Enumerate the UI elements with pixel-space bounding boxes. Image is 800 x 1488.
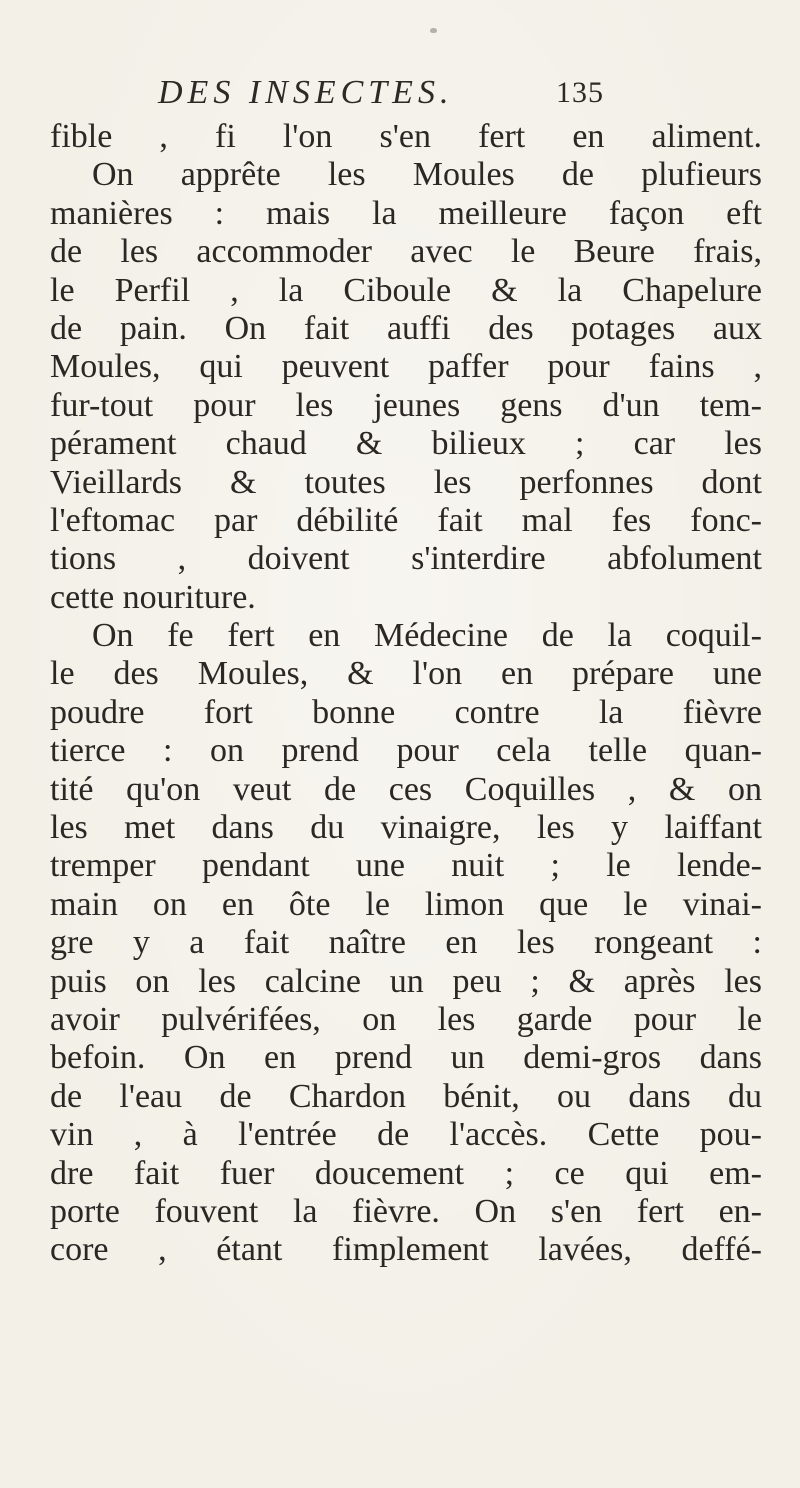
text-line: cette nouriture. — [50, 578, 256, 616]
text-line: vin , à l'entrée de l'accès. Cette pou- — [50, 1116, 762, 1154]
text-line: tions , doivent s'interdire abfolument — [50, 540, 762, 578]
text-line: tremper pendant une nuit ; le lende- — [50, 847, 762, 885]
text-line: fible , fi l'on s'en fert en aliment. — [50, 118, 762, 155]
text-line: de pain. On fait auffi des potages aux — [50, 309, 762, 347]
body-text — [50, 118, 762, 1270]
text-line: les met dans du vinaigre, les y laiffant — [50, 809, 762, 847]
text-line: fur-tout pour les jeunes gens d'un tem- — [50, 386, 762, 424]
text-line: le Perfil , la Ciboule & la Chapelure — [50, 271, 762, 309]
text-line: Moules, qui peuvent paffer pour fains , — [50, 348, 762, 386]
text-line: On apprête les Moules de plufieurs — [92, 156, 762, 194]
text-line: poudre fort bonne contre la fièvre — [50, 693, 762, 731]
text-line: befoin. On en prend un demi-gros dans — [50, 1039, 762, 1077]
text-line: le des Moules, & l'on en prépare une — [50, 655, 762, 693]
page-number: 135 — [556, 76, 604, 109]
text-line: Vieillards & toutes les perfonnes dont — [50, 463, 762, 501]
text-line: core , étant fimplement lavées, deffé- — [50, 1231, 762, 1269]
text-line: dre fait fuer doucement ; ce qui em- — [50, 1154, 762, 1192]
text-line: avoir pulvérifées, on les garde pour le — [50, 1000, 762, 1038]
text-line: manières : mais la meilleure façon eft — [50, 194, 762, 232]
text-line: de les accommoder avec le Beure frais, — [50, 233, 762, 271]
text-line: tité qu'on veut de ces Coquilles , & on — [50, 770, 762, 808]
text-line: main on en ôte le limon que le vinai- — [50, 885, 762, 923]
ink-speck — [430, 28, 437, 33]
text-line: pérament chaud & bilieux ; car les — [50, 425, 762, 463]
text-line: On fe fert en Médecine de la coquil- — [92, 617, 762, 655]
text-line: porte fouvent la fièvre. On s'en fert en- — [50, 1192, 762, 1230]
text-line: de l'eau de Chardon bénit, ou dans du — [50, 1077, 762, 1115]
page-header — [0, 72, 800, 116]
running-head: DES INSECTES. — [158, 74, 454, 111]
text-line: gre y a fait naître en les rongeant : — [50, 924, 762, 962]
text-line: l'eftomac par débilité fait mal fes fonc- — [50, 501, 762, 539]
text-line: tierce : on prend pour cela telle quan- — [50, 732, 762, 770]
text-line: puis on les calcine un peu ; & après les — [50, 962, 762, 1000]
